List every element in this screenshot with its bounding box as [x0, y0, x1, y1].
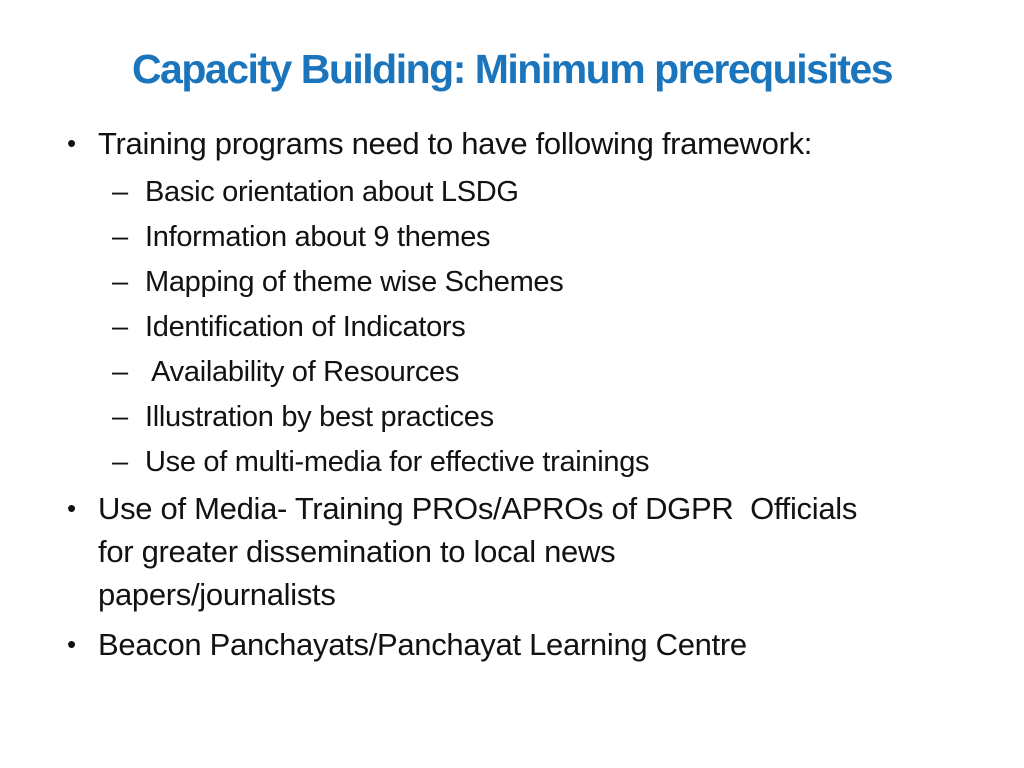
bullet-text-line: Illustration by best practices	[145, 401, 494, 433]
bullet-text-line: Identification of Indicators	[145, 311, 466, 343]
bullet-text	[145, 440, 967, 485]
bullet-text	[98, 122, 967, 165]
dash-marker-icon: –	[112, 266, 128, 298]
bullet-text-line: Use of multi-media for effective trainings	[145, 446, 650, 478]
bullet-text	[98, 487, 967, 616]
bullet-item	[67, 623, 967, 666]
bullet-text-line: for greater dissemination to local news	[98, 534, 616, 569]
bullet-text-line: Beacon Panchayats/Panchayat Learning Centre	[98, 627, 747, 662]
dash-marker-icon: –	[112, 221, 128, 253]
bullet-text-line: Training programs need to have following framework:	[98, 126, 813, 161]
dash-marker-icon: –	[112, 401, 128, 433]
bullet-text	[98, 623, 967, 666]
bullet-text-line: Basic orientation about LSDG	[145, 176, 519, 208]
bullet-marker-icon: •	[67, 629, 76, 659]
bullet-text-line: Availability of Resources	[145, 356, 460, 388]
dash-marker-icon: –	[112, 356, 128, 388]
bullet-text-line: Mapping of theme wise Schemes	[145, 266, 564, 298]
bullet-text	[145, 395, 967, 440]
bullet-text	[145, 260, 967, 305]
bullet-text-line: Use of Media- Training PROs/APROs of DGPR Officials	[98, 491, 858, 526]
sub-bullet-item	[67, 260, 967, 305]
bullet-item	[67, 487, 967, 616]
dash-marker-icon: –	[112, 176, 128, 208]
sub-bullet-item	[67, 215, 967, 260]
sub-bullet-item	[67, 170, 967, 215]
bullet-text	[145, 350, 967, 395]
sub-bullet-item	[67, 440, 967, 485]
slide-title: Capacity Building: Minimum prerequisites	[131, 46, 893, 92]
bullet-marker-icon: •	[67, 493, 76, 523]
bullet-text	[145, 170, 967, 215]
bullet-text	[145, 215, 967, 260]
bullet-text-line: Information about 9 themes	[145, 221, 491, 253]
bullet-marker-icon: •	[67, 128, 76, 158]
bullet-text	[145, 305, 967, 350]
sub-bullet-item	[67, 305, 967, 350]
bullet-list	[67, 122, 967, 666]
bullet-item	[67, 122, 967, 165]
sub-bullet-item	[67, 395, 967, 440]
sub-bullet-item	[67, 350, 967, 395]
bullet-text-line: papers/journalists	[98, 577, 336, 612]
dash-marker-icon: –	[112, 446, 128, 478]
dash-marker-icon: –	[112, 311, 128, 343]
